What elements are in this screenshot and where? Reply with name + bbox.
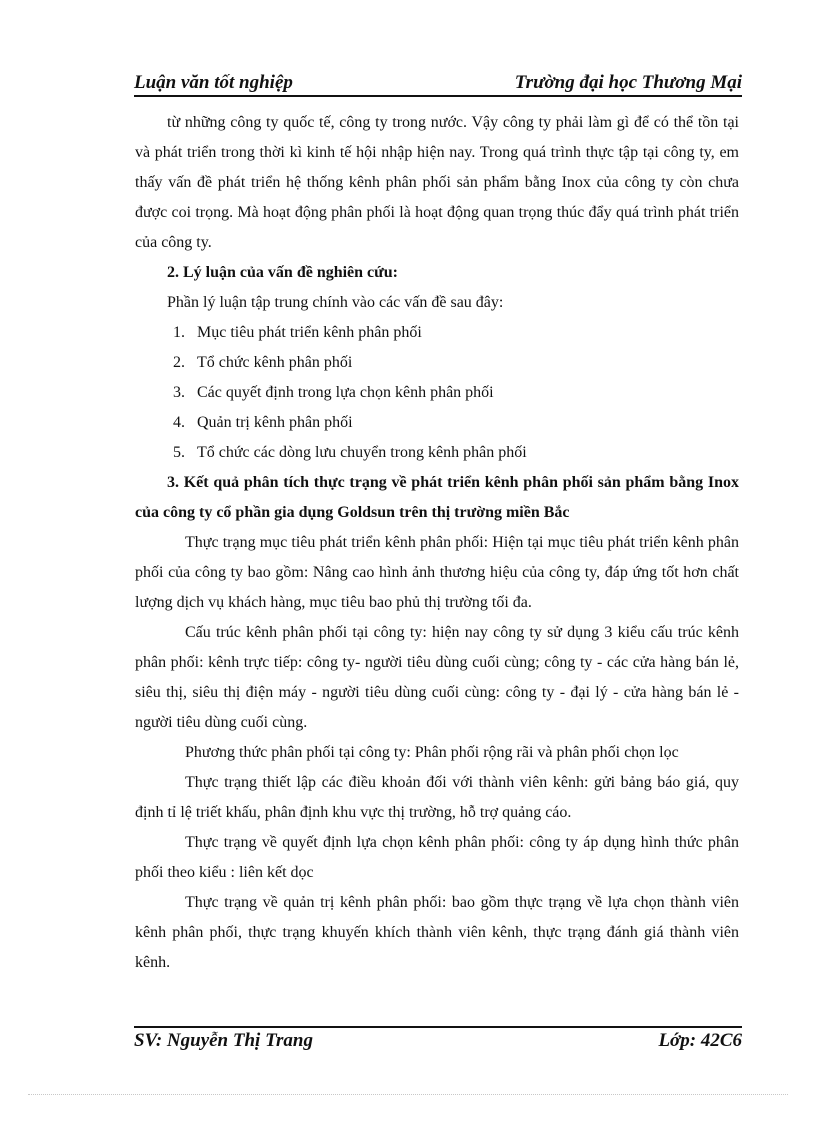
list-item-number: 1. [173, 324, 185, 341]
page-body [135, 108, 739, 978]
header-rule [134, 95, 742, 97]
list-item-text: Quản trị kênh phân phối [197, 414, 353, 431]
list-item-number: 2. [173, 354, 185, 371]
list-item [135, 378, 739, 408]
page-bottom-divider [28, 1094, 788, 1095]
list-item-number: 3. [173, 384, 185, 401]
paragraph-management: Thực trạng về quản trị kênh phân phối: bao gồm thực trạng về lựa chọn thành viên kênh phân phối, thực trạng khuyến khích thành viên kênh, thực trạng đánh giá thành viên kênh. [135, 894, 739, 971]
list-item-text: Tổ chức kênh phân phối [197, 354, 353, 371]
list-item-text: Các quyết định trong lựa chọn kênh phân phối [197, 384, 494, 401]
list-item [135, 408, 739, 438]
footer-student-name: SV: Nguyễn Thị Trang [134, 1030, 313, 1051]
section-2-lead: Phần lý luận tập trung chính vào các vấn đề sau đây: [167, 294, 504, 311]
header-thesis-label: Luận văn tốt nghiệp [134, 72, 293, 93]
section-3-heading: 3. Kết quả phân tích thực trạng về phát triển kênh phân phối sản phẩm bằng Inox của công ty cổ phần gia dụng Goldsun trên thị trường miền Bắc [135, 474, 739, 521]
list-item-text: Tổ chức các dòng lưu chuyển trong kênh phân phối [197, 444, 527, 461]
intro-paragraph: từ những công ty quốc tế, công ty trong nước. Vậy công ty phải làm gì để có thể tồn tại và phát triển trong thời kì kinh tế hội nhập hiện nay. Trong quá trình thực tập tại công ty, em thấy vấn đề phát triển hệ thống kênh phân phối sản phẩm bằng Inox của công ty còn chưa được coi trọng. Mà hoạt động phân phối là hoạt động quan trọng thúc đẩy quá trình phát triển của công ty. [135, 114, 739, 251]
paragraph-objectives: Thực trạng mục tiêu phát triển kênh phân phối: Hiện tại mục tiêu phát triển kênh phân phối của công ty bao gồm: Nâng cao hình ảnh thương hiệu của công ty, đáp ứng tốt hơn chất lượng dịch vụ khách hàng, mục tiêu bao phủ thị trường tối đa. [135, 534, 739, 611]
list-item-number: 5. [173, 444, 185, 461]
paragraph-selection: Thực trạng về quyết định lựa chọn kênh phân phối: công ty áp dụng hình thức phân phối theo kiểu : liên kết dọc [135, 834, 739, 881]
page-header [134, 70, 742, 96]
footer-class: Lớp: 42C6 [658, 1030, 742, 1051]
list-item-text: Mục tiêu phát triển kênh phân phối [197, 324, 422, 341]
page-footer [134, 1030, 742, 1056]
paragraph-terms: Thực trạng thiết lập các điều khoản đối với thành viên kênh: gửi bảng báo giá, quy định tỉ lệ triết khấu, phân định khu vực thị trường, hỗ trợ quảng cáo. [135, 774, 739, 821]
paragraph-method: Phương thức phân phối tại công ty: Phân phối rộng rãi và phân phối chọn lọc [185, 744, 679, 761]
list-item [135, 348, 739, 378]
theory-list [135, 318, 739, 468]
section-2-heading: 2. Lý luận của vấn đề nghiên cứu: [167, 264, 398, 281]
list-item [135, 438, 739, 468]
list-item-number: 4. [173, 414, 185, 431]
footer-rule [134, 1026, 742, 1028]
paragraph-structure: Cấu trúc kênh phân phối tại công ty: hiện nay công ty sử dụng 3 kiểu cấu trúc kênh phân phối: kênh trực tiếp: công ty- người tiêu dùng cuối cùng; công ty - các cửa hàng bán lẻ, siêu thị, siêu thị điện máy - người tiêu dùng cuối cùng: công ty - đại lý - cửa hàng bán lẻ - người tiêu dùng cuối cùng. [135, 624, 739, 731]
list-item [135, 318, 739, 348]
header-university-label: Trường đại học Thương Mại [514, 72, 742, 93]
